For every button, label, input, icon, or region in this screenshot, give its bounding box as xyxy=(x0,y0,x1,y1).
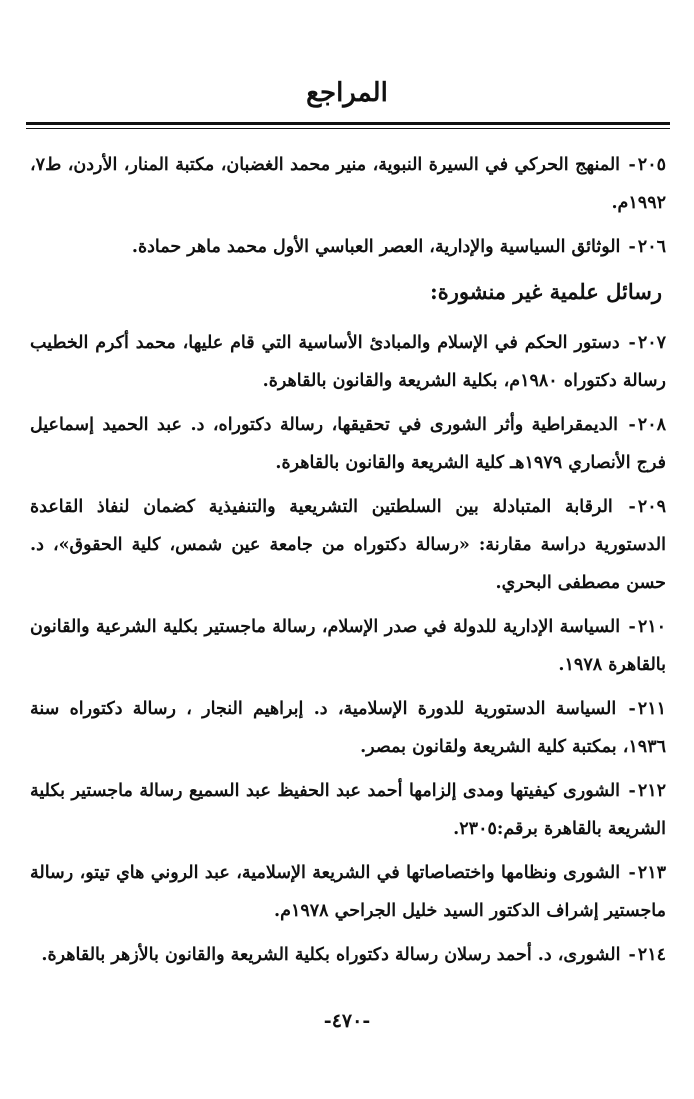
entry-dash: - xyxy=(621,333,636,353)
entry-dash: - xyxy=(622,155,636,175)
entry-number: ٢١٤ xyxy=(637,945,666,965)
reference-entry xyxy=(30,690,666,766)
entry-dash: - xyxy=(620,415,636,435)
entries-before-group xyxy=(30,146,666,266)
entry-number: ٢٠٩ xyxy=(637,497,666,517)
entry-text: السياسة الإدارية للدولة في صدر الإسلام، رسالة ماجستير بكلية الشرعية والقانون بالقاهرة ١٩٧٨. xyxy=(30,617,666,675)
header-rule xyxy=(26,122,670,125)
entry-dash: - xyxy=(618,699,636,719)
entry-dash: - xyxy=(622,863,636,883)
reference-entry xyxy=(30,406,666,482)
entry-text: الرقابة المتبادلة بين السلطتين التشريعية والتنفيذية كضمان لنفاذ القاعدة الدستورية دراسة مقارنة: «رسالة دكتوراه من جامعة عين شمس، كلية الحقوق»، د. حسن مصطفى البحري. xyxy=(30,497,666,593)
entry-dash: - xyxy=(622,945,636,965)
entry-dash: - xyxy=(622,237,636,257)
entry-number: ٢٠٥ xyxy=(637,155,666,175)
reference-entry xyxy=(30,324,666,400)
reference-entry xyxy=(30,772,666,848)
reference-entry xyxy=(30,936,666,974)
entry-text: الشورى، د. أحمد رسلان رسالة دكتوراه بكلية الشريعة والقانون بالأزهر بالقاهرة. xyxy=(41,945,621,965)
section-title: رسائل علمية غير منشورة: xyxy=(429,279,662,304)
reference-entry xyxy=(30,854,666,930)
entry-text: الشورى كيفيتها ومدى إلزامها أحمد عبد الحفيظ عبد السميع رسالة ماجستير بكلية الشريعة بالقاهرة برقم:٢٣٠٥. xyxy=(30,781,666,839)
page-number: -٤٧٠- xyxy=(323,1010,371,1032)
reference-entry xyxy=(30,146,666,222)
entry-number: ٢٠٧ xyxy=(637,333,667,353)
entry-text: الشورى ونظامها واختصاصاتها في الشريعة الإسلامية، عبد الروني هاي تيتو، رسالة ماجستير إشراف الدكتور السيد خليل الجراحي ١٩٧٨م. xyxy=(30,863,666,921)
entry-number: ٢١٢ xyxy=(637,781,667,801)
entry-text: المنهج الحركي في السيرة النبوية، منير محمد الغضبان، مكتبة المنار، الأردن، ط٧، ١٩٩٢م. xyxy=(30,155,666,213)
entry-number: ٢٠٦ xyxy=(637,237,666,257)
entry-dash: - xyxy=(622,781,636,801)
reference-entry xyxy=(30,228,666,266)
entry-number: ٢١١ xyxy=(637,699,666,719)
reference-entry xyxy=(30,488,666,602)
entry-number: ٢٠٨ xyxy=(637,415,666,435)
running-header-title: المراجع xyxy=(306,78,388,108)
entry-text: الديمقراطية وأثر الشورى في تحقيقها، رسالة دكتوراه، د. عبد الحميد إسماعيل فرج الأنصاري ١٩٧٩هـ كلية الشريعة والقانون بالقاهرة. xyxy=(30,415,666,473)
header-rule-thin xyxy=(26,128,670,129)
entry-number: ٢١٠ xyxy=(637,617,667,637)
entry-text: السياسة الدستورية للدورة الإسلامية، د. إبراهيم النجار ، رسالة دكتوراه سنة ١٩٣٦، بمكتبة كلية الشريعة ولقانون بمصر. xyxy=(30,699,666,757)
entry-text: دستور الحكم في الإسلام والمبادئ الأساسية التي قام عليها، محمد أكرم الخطيب رسالة دكتوراه ١٩٨٠م، بكلية الشريعة والقانون بالقاهرة. xyxy=(30,333,666,391)
entry-dash: - xyxy=(614,497,636,517)
reference-entry xyxy=(30,608,666,684)
entries-after-group xyxy=(30,324,666,974)
entry-dash: - xyxy=(622,617,636,637)
reference-list xyxy=(30,146,666,980)
entry-number: ٢١٣ xyxy=(637,863,666,883)
entry-text: الوثائق السياسية والإدارية، العصر العباسي الأول محمد ماهر حمادة. xyxy=(131,237,621,257)
